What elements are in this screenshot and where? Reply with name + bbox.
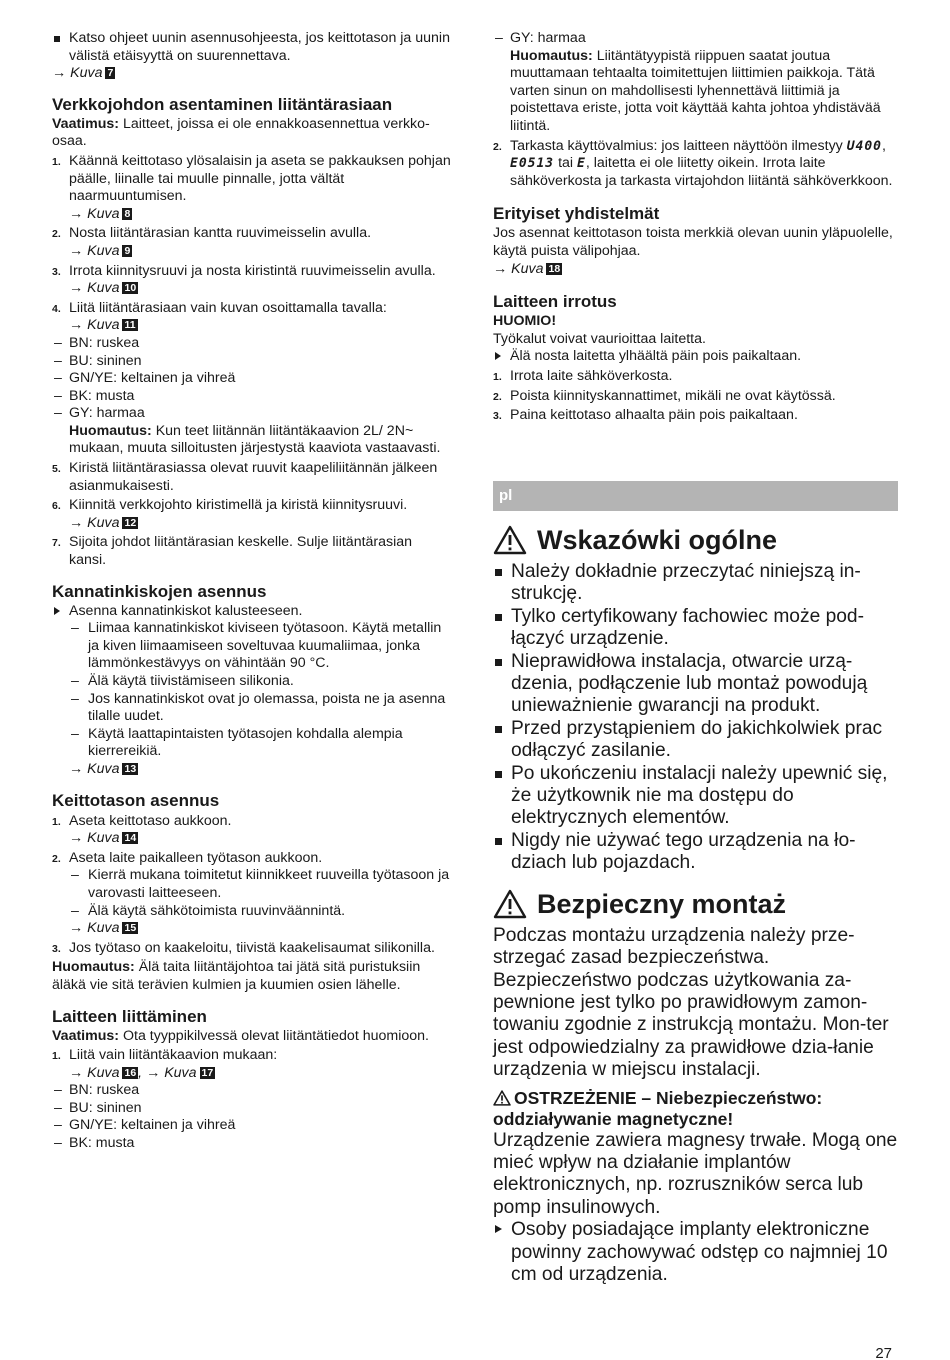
requirement: Vaatimus: Laitteet, joissa ei ole ennakkoasennettua verkko-osaa.: [52, 115, 430, 150]
dash-item: – Liimaa kannatinkiskot kiviseen työtasoon. Käytä metallin ja kiven liimaamiseen soveltuvaa kuumaliimaa, jonka lämmönkestävyys on vähintään 90 °C.: [52, 620, 452, 673]
dash-item: – Älä käytä tiivistämiseen silikonia.: [52, 673, 452, 691]
display-code: E: [577, 156, 586, 172]
note: Huomautus: Liitäntätyypistä riippuen saatat joutua muuttamaan tehtaalta toimitettujen liittimien paikkoja. Tätä varten sinun on mahdollisesti lyhennettävä liittimiä ja poistettava eriste, jotta voit käyttää kahta johtoa yhdistävää liitintä.: [510, 47, 881, 134]
heading-safe-installation: Bezpieczny montaż: [493, 887, 903, 921]
figure-ref: → Kuva 12: [69, 514, 137, 531]
wire-item: – BK: musta: [52, 388, 452, 406]
section-title-special-combinations: Erityiset yhdistelmät: [493, 204, 660, 224]
bullet-item: Należy dokładnie przeczytać niniejszą in-strukcję.: [493, 561, 903, 606]
step-item: 1. Käännä keittotaso ylösalaisin ja aseta se pakkauksen pohjan päälle, liinalle tai muulle pinnalle, jotta vältät naarmuuntumisen. → Kuva 8: [52, 152, 451, 222]
step-item: 1. Irrota laite sähköverkosta.: [493, 367, 673, 384]
display-code: E0513: [510, 156, 555, 172]
warning-heading: OSTRZEŻENIE – Niebezpieczeństwo: oddziaływanie magnetyczne!: [493, 1087, 823, 1129]
step-item: 2. Poista kiinnityskannattimet, mikäli ne ovat käytössä.: [493, 387, 836, 404]
figure-ref: → Kuva 8: [69, 205, 131, 222]
section-title-network-cable: Verkkojohdon asentaminen liitäntärasiaan: [52, 94, 393, 114]
step-item: 7. Sijoita johdot liitäntärasian keskelle. Sulje liitäntärasian kansi.: [52, 534, 413, 569]
wire-item: – GN/YE: keltainen ja vihreä: [52, 370, 452, 388]
dash-item: – Älä käytä sähkötoimista ruuvinväännintä.: [52, 903, 452, 921]
step-item: 6. Kiinnitä verkkojohto kiristimellä ja kiristä kiinnitysruuvi. → Kuva 12: [52, 497, 452, 532]
section-title-support-rails: Kannatinkiskojen asennus: [52, 581, 267, 601]
paragraph: Jos asennat keittotason toista merkkiä olevan uunin yläpuolelle, käytä puista välipohjaa.: [493, 225, 893, 259]
column-polish: [493, 523, 903, 1286]
warning-icon: [493, 889, 527, 919]
requirement: Vaatimus: Ota tyyppikilvessä olevat liitäntätiedot huomioon.: [52, 1027, 429, 1044]
figure-ref: → Kuva 10: [69, 280, 137, 297]
paragraph: Podczas montażu urządzenia należy prze-strzegać zasad bezpieczeństwa. Bezpieczeństwo podczas użytkowania za-pewnione jest tylko po prawidłowym zamon-towaniu zgodnie z instrukcją montażu. Mon-ter jest odpowiedzialny za prawidłowe dzia-łanie urządzenia w miejscu instalacji.: [493, 924, 889, 1081]
note: Huomautus: Älä taita liitäntäjohtoa tai jätä sitä puristuksiin äläkä vie sitä terävien kulmien ja kuumien osien lähelle.: [52, 959, 421, 993]
wire-item: – GY: harmaa: [52, 405, 452, 423]
wire-item: – BU: sininen: [52, 1100, 452, 1118]
bullet-item: Tylko certyfikowany fachowiec może pod-łączyć urządzenie.: [493, 606, 903, 651]
bullet-item: Nigdy nie używać tego urządzenia na ło-dziach lub pojazdach.: [493, 830, 903, 875]
bullet-item: Po ukończeniu instalacji należy upewnić się, że użytkownik nie ma dostępu do elektrycznych elementów.: [493, 763, 903, 830]
wire-item: – BN: ruskea: [52, 335, 452, 353]
warning-icon: [493, 525, 527, 555]
section-title-removal: Laitteen irrotus: [493, 292, 617, 312]
dash-item: – Jos kannatinkiskot ovat jo olemassa, poista ne ja asenna tilalle uudet.: [52, 691, 452, 726]
step-item: 1. Liitä vain liitäntäkaavion mukaan: → Kuva 16 , → Kuva 17: [52, 1047, 452, 1082]
figure-ref: → Kuva 7: [52, 65, 114, 82]
warning-icon: [493, 1090, 511, 1106]
step-item: 2. Nosta liitäntärasian kantta ruuvimeisselin avulla. → Kuva 9: [52, 225, 452, 260]
intro-bullet: Katso ohjeet uunin asennusohjeesta, jos keittotason ja uunin välistä etäisyyttä on suurennettava.: [52, 30, 452, 65]
display-code: U400: [846, 138, 883, 154]
action-item: Osoby posiadające implanty elektroniczne powinny zachowywać odstęp co najmniej 10 cm od urządzenia.: [493, 1219, 903, 1286]
figure-ref: → Kuva 15: [69, 920, 137, 937]
caution-text: Työkalut voivat vaurioittaa laitetta.: [493, 330, 706, 347]
language-code: pl: [499, 487, 513, 504]
dash-item: – Kierrä mukana toimitetut kiinnikkeet ruuveilla työtasoon ja varovasti laitteeseen.: [52, 867, 452, 902]
step-item: 3. Paina keittotaso alhaalta päin pois paikaltaan.: [493, 407, 798, 424]
wire-item: – BN: ruskea: [52, 1082, 452, 1100]
figure-ref: → Kuva 11: [69, 317, 136, 334]
wire-item: – GN/YE: keltainen ja vihreä: [52, 1117, 452, 1135]
caution-label: HUOMIO!: [493, 313, 557, 330]
bullet-item: Nieprawidłowa instalacja, otwarcie urzą-dzenia, podłączenie lub montaż powodują unieważnienie gwarancji na produkt.: [493, 651, 903, 718]
figure-ref: → Kuva 9: [69, 242, 131, 259]
step-item: 4. Liitä liitäntärasiaan vain kuvan osoittamalla tavalla: → Kuva 11: [52, 300, 452, 335]
bullet-item: Przed przystąpieniem do jakichkolwiek prac odłączyć zasilanie.: [493, 718, 903, 763]
step-item: 1. Aseta keittotaso aukkoon. → Kuva 14: [52, 813, 452, 848]
action-item: Asenna kannatinkiskot kalusteeseen.: [52, 603, 452, 621]
action-item: Älä nosta laitetta ylhäältä päin pois paikaltaan.: [493, 348, 898, 366]
column-right-top: [493, 30, 898, 425]
step-item: 2. Tarkasta käyttövalmius: jos laitteen näyttöön ilmestyy U400, E0513 tai E, laitetta ei ole liitetty oikein. Irrota laite sähköverkosta ja tarkasta virtajohdon liitäntä sähköverkkoon.: [493, 137, 893, 189]
page-number: 27: [875, 1345, 892, 1360]
figure-ref: → Kuva 16 , → Kuva 17: [69, 1064, 214, 1081]
column-left: [52, 30, 452, 1153]
warning-text: Urządzenie zawiera magnesy trwałe. Mogą one mieć wpływ na działanie implantów elektronicznych, np. rozruszników serca lub pomp insulinowych.: [493, 1129, 898, 1218]
section-title-connecting: Laitteen liittäminen: [52, 1006, 207, 1026]
figure-ref: → Kuva 18: [493, 260, 561, 277]
step-item: 2. Aseta laite paikalleen työtason aukkoon.: [52, 849, 323, 866]
figure-ref: → Kuva 14: [69, 830, 137, 847]
step-item: 5. Kiristä liitäntärasiassa olevat ruuvit kaapeliliitännän jälkeen asianmukaisesti.: [52, 460, 438, 494]
heading-general-notes: Wskazówki ogólne: [493, 523, 903, 557]
step-item: 3. Irrota kiinnitysruuvi ja nosta kiristintä ruuvimeisselin avulla. → Kuva 10: [52, 263, 452, 298]
wire-item: – GY: harmaa: [493, 30, 898, 48]
language-bar: [493, 481, 898, 511]
dash-item: – Käytä laattapintaisten työtasojen kohdalla alempia kierrereikiä.: [52, 726, 452, 761]
step-item: 3. Jos työtaso on kaakeloitu, tiivistä kaakelisaumat silikonilla.: [52, 939, 435, 956]
section-title-hob-install: Keittotason asennus: [52, 790, 220, 810]
wire-item: – BU: sininen: [52, 353, 452, 371]
figure-ref: → Kuva 13: [69, 760, 137, 777]
note: Huomautus: Kun teet liitännän liitäntäkaavion 2L/ 2N~ mukaan, muuta silloitusten järjestystä kaaviota vastaavasti.: [69, 422, 441, 457]
wire-item: – BK: musta: [52, 1135, 452, 1153]
